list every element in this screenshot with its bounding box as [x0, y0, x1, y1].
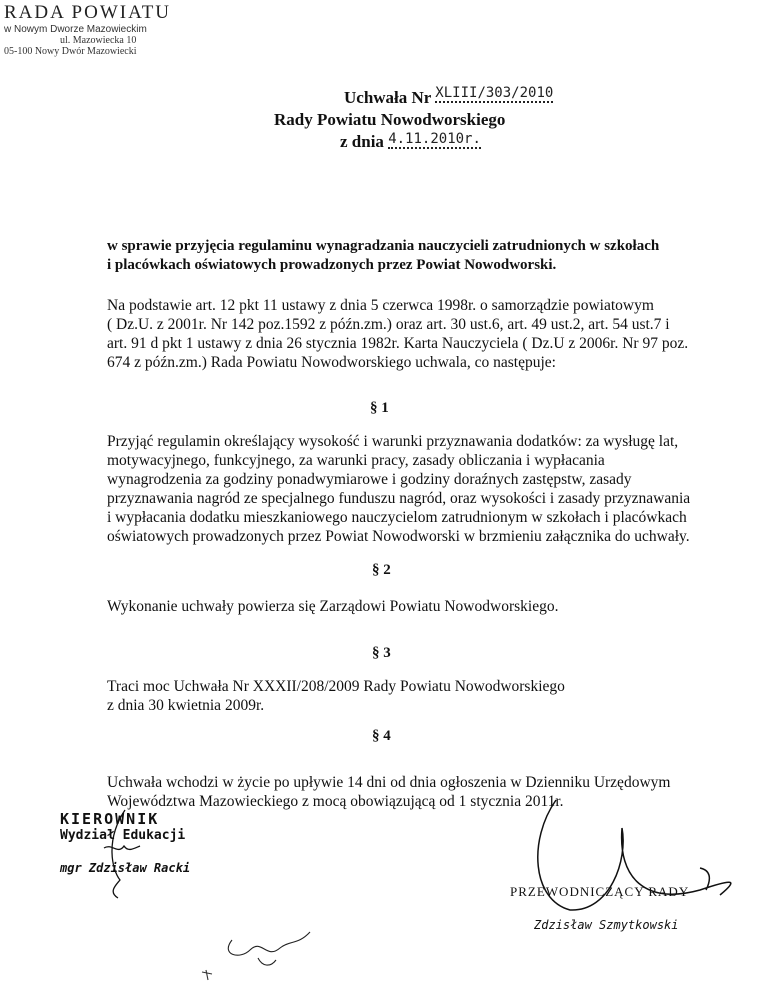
- resolution-label: Uchwała Nr: [344, 88, 432, 107]
- section-3-body: [107, 677, 565, 715]
- section-4-body: [107, 773, 670, 811]
- subject: [107, 237, 659, 275]
- preamble: [107, 296, 688, 372]
- subject-line-1: w sprawie przyjęcia regulaminu wynagradzania nauczycieli zatrudnionych w szkołach: [107, 238, 660, 254]
- pen-mark: [202, 970, 212, 980]
- section-1-heading: § 1: [370, 400, 389, 416]
- resolution-number-line: [344, 85, 554, 108]
- section-2-line: Wykonanie uchwały powierza się Zarządowi Powiatu Nowodworskiego.: [107, 598, 559, 615]
- section-1-line: oświatowych prowadzonych przez Powiat Nowodworski w brzmieniu załącznika do uchwały.: [107, 528, 690, 545]
- preamble-line: ( Dz.U. z 2001r. Nr 142 poz.1592 z późn.zm.) oraz art. 30 ust.6, art. 49 ust.2, art. 54 ust.7 i: [107, 316, 670, 333]
- section-1-body: [107, 432, 690, 546]
- subject-line-2: i placówkach oświatowych prowadzonych przez Powiat Nowodworski.: [107, 257, 557, 273]
- preamble-line: 674 z późn.zm.) Rada Powiatu Nowodworskiego uchwala, co następuje:: [107, 354, 556, 371]
- head-of-department-stamp: [60, 810, 190, 875]
- chairman-stamp: [510, 884, 689, 932]
- date-line: [340, 132, 481, 152]
- section-3-line: z dnia 30 kwietnia 2009r.: [107, 697, 265, 714]
- bottom-signature: [228, 932, 310, 965]
- stamp-name: RADA POWIATU: [4, 2, 172, 23]
- section-4-heading: § 4: [372, 728, 391, 744]
- stamp-line-3: 05-100 Nowy Dwór Mazowiecki: [4, 46, 137, 57]
- section-4-line: Województwa Mazowieckiego z mocą obowiązującą od 1 stycznia 2011r.: [107, 793, 564, 810]
- section-1-line: i wypłacania dodatku mieszkaniowego nauczycielom zatrudnionym w szkołach i placówkach: [107, 509, 687, 526]
- section-1-line: Przyjąć regulamin określający wysokość i warunki przyznawania dodatków: za wysługę lat,: [107, 433, 679, 450]
- section-4-line: Uchwała wchodzi w życie po upływie 14 dni od dnia ogłoszenia w Dzienniku Urzędowym: [107, 774, 671, 791]
- section-2-body: [107, 597, 558, 616]
- head-name: mgr Zdzisław Racki: [60, 861, 191, 875]
- section-1-line: wynagrodzenia za godziny ponadwymiarowe i godziny doraźnych zastępstw, zasady: [107, 471, 632, 488]
- preamble-line: art. 91 d pkt 1 ustawy z dnia 26 stycznia 1982r. Karta Nauczyciela ( Dz.U z 2006r. Nr 97 poz.: [107, 335, 689, 352]
- section-3-heading: § 3: [372, 645, 391, 661]
- section-3-line: Traci moc Uchwała Nr XXXII/208/2009 Rady Powiatu Nowodworskiego: [107, 678, 565, 695]
- stamp-line-2: ul. Mazowiecka 10: [60, 35, 137, 46]
- head-dept: Wydział Edukacji: [60, 828, 186, 843]
- section-1-line: przyznawania nagród ze specjalnego funduszu nagród, oraz wysokości i zasady przyznawania: [107, 490, 691, 507]
- section-1-line: motywacyjnego, funkcyjnego, za warunki pracy, zasady obliczania i wypłacania: [107, 452, 605, 469]
- date-label: z dnia: [340, 132, 384, 151]
- date-value: 4.11.2010r.: [388, 131, 481, 147]
- stamp-line-1: w Nowym Dworze Mazowieckim: [4, 24, 147, 35]
- chairman-name: Zdzisław Szmytkowski: [534, 918, 679, 932]
- section-2-heading: § 2: [372, 562, 391, 578]
- preamble-line: Na podstawie art. 12 pkt 11 ustawy z dnia 5 czerwca 1998r. o samorządzie powiatowym: [107, 297, 654, 314]
- resolution-number: XLIII/303/2010: [435, 85, 554, 101]
- head-title: KIEROWNIK: [60, 810, 160, 828]
- council-name: Rady Powiatu Nowodworskiego: [274, 110, 506, 129]
- chairman-title: PRZEWODNICZĄCY RADY: [510, 884, 690, 899]
- council-stamp: [4, 2, 224, 57]
